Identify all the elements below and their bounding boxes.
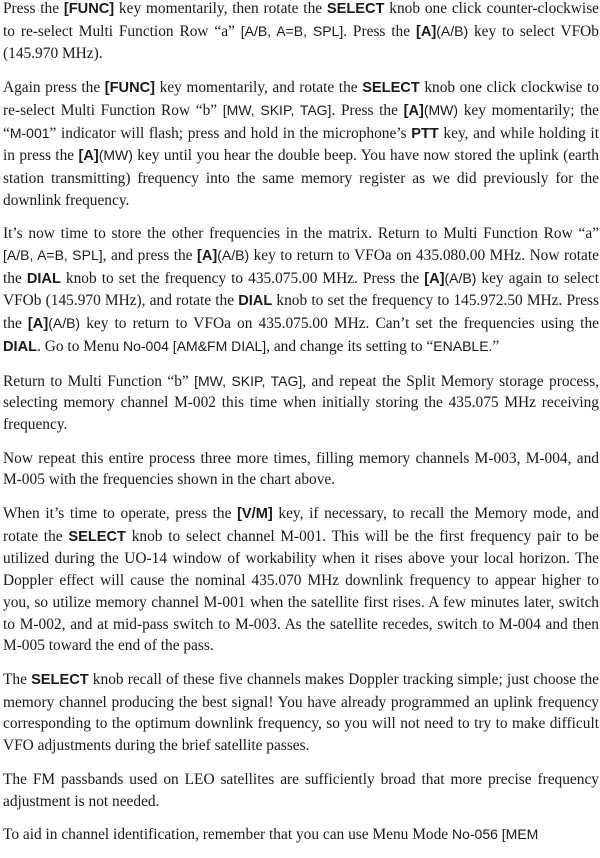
- paragraph: [3, 669, 599, 757]
- key-label: DIAL: [238, 293, 273, 310]
- key-label: [MW, SKIP, TAG]: [222, 101, 332, 118]
- key-label: No-004 [AM&FM DIAL]: [123, 337, 267, 354]
- paragraph: [3, 448, 599, 491]
- key-label: ENABLE.: [433, 337, 493, 354]
- body-text: , and press the: [102, 247, 197, 265]
- body-text: key to select VFOb (145.970 MHz).: [3, 22, 599, 63]
- key-label: [A]: [78, 148, 99, 165]
- key-label: (MW): [423, 101, 459, 118]
- key-label: (MW): [98, 147, 133, 164]
- body-text: , and change its setting to “: [266, 337, 434, 355]
- body-text: When it’s time to operate, press the: [3, 505, 238, 523]
- body-text: key to return to VFOa on 435.080.00 MHz. Now rotate the: [3, 247, 599, 287]
- key-label: DIAL: [26, 270, 61, 287]
- key-label: (A/B): [436, 22, 469, 39]
- body-text: knob to set the frequency to 435.075.00 MHz. Press the: [60, 269, 425, 287]
- key-label: (A/B): [217, 247, 250, 264]
- body-text: knob one click clockwise to re-select Multi Function Row “b”: [3, 79, 600, 119]
- key-label: [A/B, A=B, SPL]: [3, 247, 103, 264]
- body-text: . Press the: [343, 22, 416, 40]
- key-label: SELECT: [68, 528, 126, 545]
- body-text: . Press the: [331, 101, 404, 119]
- paragraph: [3, 0, 599, 65]
- body-text: key momentarily; the “: [3, 101, 599, 142]
- body-text: Now repeat this entire process three more times, filling memory channels M-003, M-004, and M-005 with the frequencies shown in the chart above.: [3, 449, 599, 489]
- key-label: [V/M]: [237, 506, 273, 523]
- body-text: key momentarily, and rotate the: [155, 79, 363, 97]
- body-text: knob one click counter-clockwise to re-select Multi Function Row “a”: [3, 0, 600, 40]
- body-text: . Go to Menu: [37, 337, 123, 355]
- key-label: [A]: [403, 102, 424, 119]
- paragraph: [3, 371, 599, 436]
- body-text: ” indicator will flash; press and hold in the microphone’s: [49, 124, 412, 142]
- key-label: SELECT: [31, 671, 89, 688]
- key-label: [A]: [415, 23, 437, 40]
- body-text: Return to Multi Function “b”: [3, 372, 195, 390]
- body-text: The: [3, 670, 32, 688]
- body-text: Press the: [3, 0, 64, 17]
- body-text: key to return to VFOa on 435.075.00 MHz. Can’t set the frequencies using the: [80, 315, 599, 333]
- key-label: PTT: [411, 125, 439, 142]
- key-label: [A]: [196, 248, 218, 265]
- body-text: ”: [492, 337, 500, 355]
- body-text: Again press the: [3, 79, 105, 97]
- key-label: [A]: [27, 316, 49, 333]
- key-label: [A]: [424, 270, 445, 287]
- paragraph: [3, 77, 599, 211]
- key-label: M-001: [9, 124, 50, 141]
- body-text: It’s now time to store the other frequencies in the matrix. Return to Multi Function Row “a”: [3, 225, 599, 243]
- body-text: key, and while holding it in press the: [3, 124, 599, 165]
- paragraph: [3, 824, 599, 846]
- key-label: [A/B, A=B, SPL]: [240, 22, 344, 39]
- key-label: No-056 [MEM: [451, 826, 539, 843]
- key-label: [MW, SKIP, TAG]: [194, 372, 303, 389]
- body-text: key until you hear the double beep. You have now stored the uplink (earth station transmitting) frequency into the same memory register as we did previously for the downlink frequency.: [3, 147, 599, 209]
- body-text: The FM passbands used on LEO satellites are sufficiently broad that more precise frequency adjustment is not needed.: [3, 770, 599, 810]
- paragraph: [3, 223, 599, 358]
- key-label: SELECT: [326, 1, 385, 17]
- body-text: knob to select channel M-001. This will be the first frequency pair to be utilized during the UO-14 window of workability when it rises above your local horizon. The Doppler effect will cause the nominal 435.070 MHz downlink frequency to appear higher to you, so utilize memory channel M-001 when the satellite first rises. A few minutes later, switch to M-002, and at mid-pass switch to M-003. As the satellite recedes, switch to M-004 and then M-005 toward the end of the pass.: [3, 527, 599, 655]
- key-label: [FUNC]: [104, 80, 156, 97]
- body-text: knob to set the frequency to 145.972.50 MHz. Press the: [3, 292, 599, 333]
- key-label: [FUNC]: [63, 1, 115, 17]
- paragraph: [3, 503, 599, 657]
- body-text: knob recall of these five channels makes Doppler tracking simple; just choose the memory channel producing the best signal! You have already programmed an uplink frequency corresponding to the optimum downlink frequency, so you will not need to try to make difficult VFO adjustments during the brief satellite passes.: [3, 670, 599, 755]
- body-text: key, if necessary, to recall the Memory mode, and rotate the: [3, 505, 599, 545]
- key-label: DIAL: [3, 338, 38, 355]
- key-label: SELECT: [362, 80, 420, 97]
- body-text: To aid in channel identification, remember that you can use Menu Mode: [3, 826, 452, 844]
- body-text: , and repeat the Split Memory storage process, selecting memory channel M-002 this time when initially storing the 435.075 MHz receiving frequency.: [3, 372, 599, 433]
- key-label: (A/B): [48, 315, 81, 332]
- paragraph: [3, 769, 599, 812]
- key-label: (A/B): [444, 269, 477, 286]
- body-text: key again to select VFOb (145.970 MHz), and rotate the: [3, 269, 600, 310]
- body-text: key momentarily, then rotate the: [114, 0, 327, 17]
